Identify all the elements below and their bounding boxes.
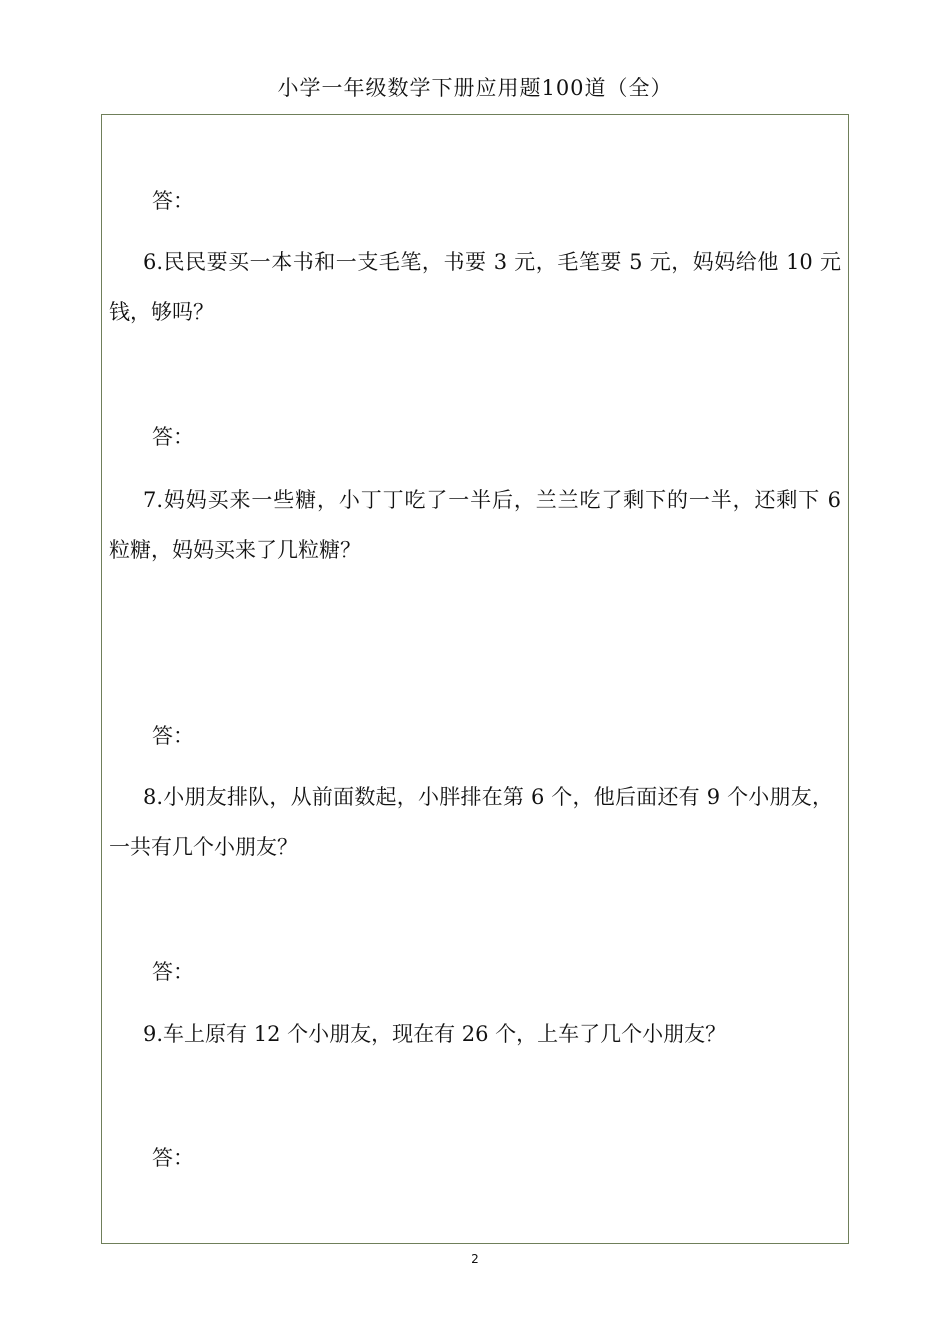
answer-label: 答： [152,425,194,449]
question-8-line-1: 8.小朋友排队，从前面数起，小胖排在第 6 个，他后面还有 9 个小朋友， [143,785,833,809]
answer-label: 答： [152,189,194,213]
question-9-line-1: 9.车上原有 12 个小朋友，现在有 26 个，上车了几个小朋友？ [143,1022,727,1046]
page-number: 2 [471,1252,479,1266]
question-8-line-2: 一共有几个小朋友？ [109,835,298,859]
document-frame [101,114,849,1244]
answer-label: 答： [152,960,194,984]
question-7-line-2: 粒糖，妈妈买来了几粒糖？ [109,538,361,562]
question-6-line-1: 6.民民要买一本书和一支毛笔，书要 3 元，毛笔要 5 元，妈妈给他 10 元 [143,250,841,274]
answer-label: 答： [152,724,194,748]
page-title: 小学一年级数学下册应用题100道（全） [277,76,673,100]
question-6-line-2: 钱，够吗？ [109,300,214,324]
answer-label: 答： [152,1146,194,1170]
question-7-line-1: 7.妈妈买来一些糖，小丁丁吃了一半后，兰兰吃了剩下的一半，还剩下 6 [143,488,841,512]
